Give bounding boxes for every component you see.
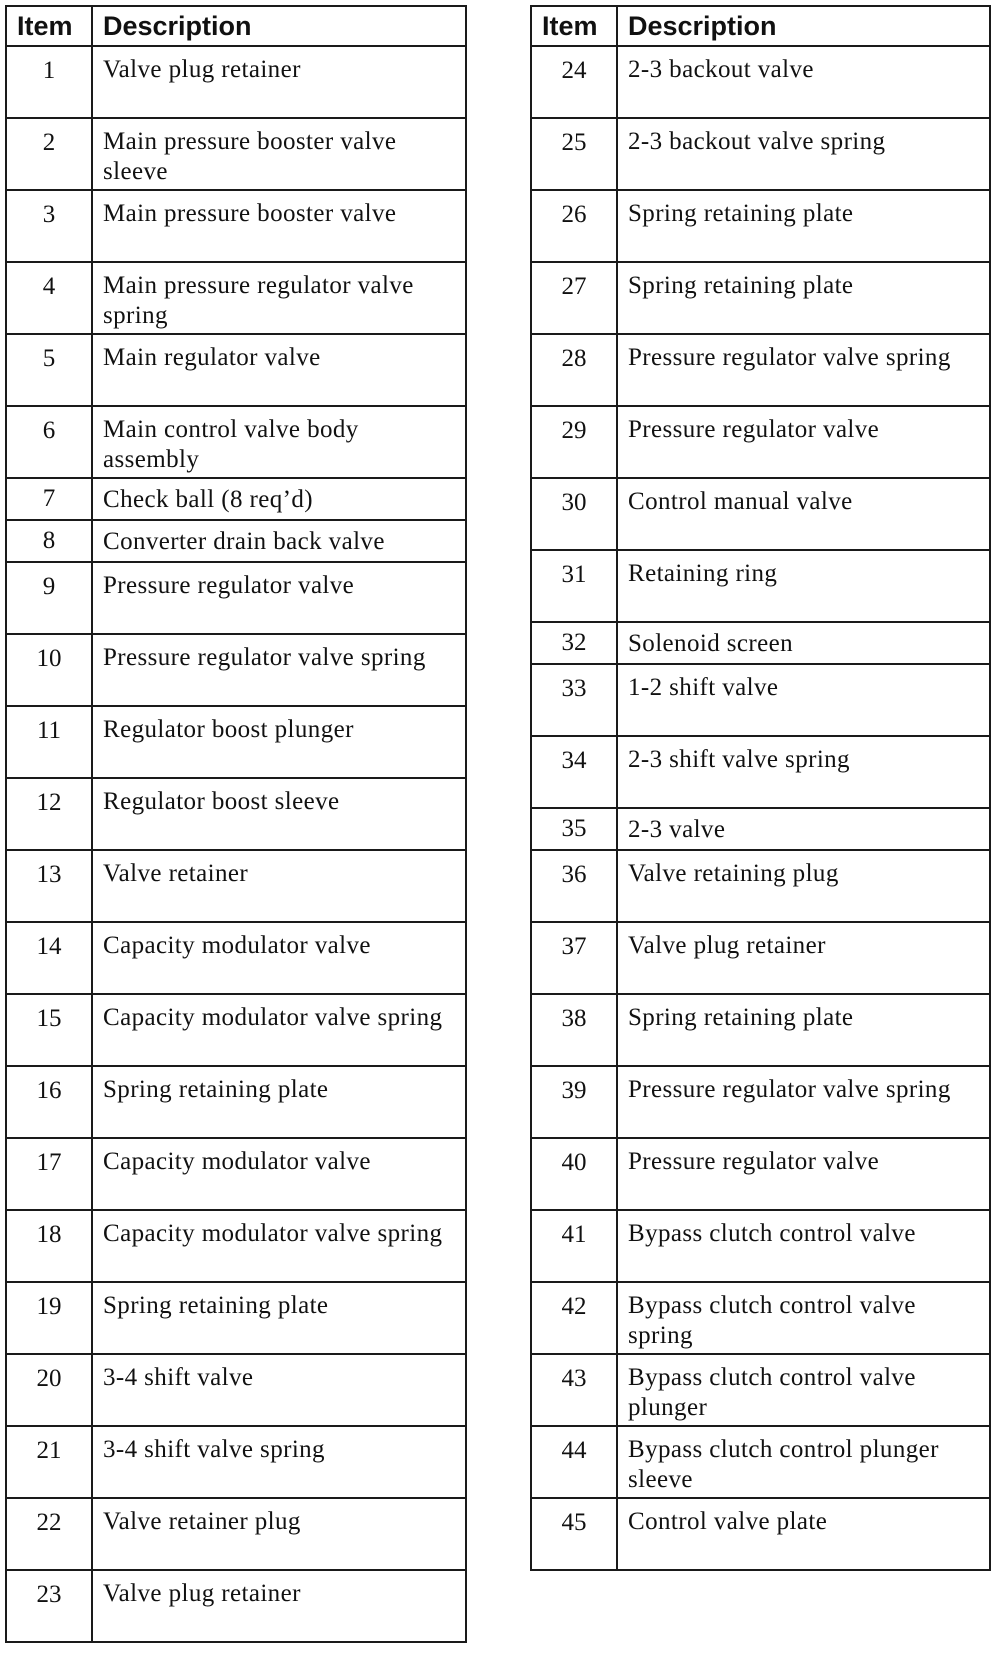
table-row [531, 334, 990, 406]
table-row [6, 922, 466, 994]
item-description: 3-4 shift valve [92, 1354, 466, 1426]
item-number: 30 [531, 478, 617, 550]
item-number: 29 [531, 406, 617, 478]
item-number: 12 [6, 778, 92, 850]
item-number: 43 [531, 1354, 617, 1426]
table-row [531, 262, 990, 334]
item-description: Pressure regulator valve [617, 1138, 990, 1210]
table-row [6, 778, 466, 850]
item-number: 26 [531, 190, 617, 262]
table-row [6, 994, 466, 1066]
item-number: 41 [531, 1210, 617, 1282]
table-row [6, 850, 466, 922]
item-description: 2-3 valve [617, 808, 990, 850]
item-number: 27 [531, 262, 617, 334]
item-number: 2 [6, 118, 92, 190]
table-row [531, 1138, 990, 1210]
table-row [531, 1282, 990, 1354]
table-row [531, 994, 990, 1066]
table-row [6, 706, 466, 778]
item-number: 5 [6, 334, 92, 406]
item-number: 40 [531, 1138, 617, 1210]
table-row [6, 634, 466, 706]
table-row [531, 850, 990, 922]
item-description: Capacity modulator valve [92, 1138, 466, 1210]
item-description: Main pressure booster valve [92, 190, 466, 262]
item-description: Spring retaining plate [617, 262, 990, 334]
item-number: 11 [6, 706, 92, 778]
item-description: Main regulator valve [92, 334, 466, 406]
item-description: Check ball (8 req’d) [92, 478, 466, 520]
table-row [6, 1354, 466, 1426]
item-description: Pressure regulator valve spring [92, 634, 466, 706]
item-number: 45 [531, 1498, 617, 1570]
item-description: Valve retainer plug [92, 1498, 466, 1570]
item-number: 25 [531, 118, 617, 190]
item-number: 34 [531, 736, 617, 808]
item-description: Regulator boost sleeve [92, 778, 466, 850]
table-row [531, 190, 990, 262]
item-description: 2-3 shift valve spring [617, 736, 990, 808]
item-number: 16 [6, 1066, 92, 1138]
table-row [6, 1282, 466, 1354]
header-item: Item [6, 6, 92, 46]
table-row [531, 406, 990, 478]
item-number: 31 [531, 550, 617, 622]
item-number: 13 [6, 850, 92, 922]
item-number: 19 [6, 1282, 92, 1354]
item-description: Pressure regulator valve [92, 562, 466, 634]
item-number: 20 [6, 1354, 92, 1426]
header-row [531, 6, 990, 46]
table-row [6, 478, 466, 520]
parts-table-right [530, 5, 991, 1571]
item-description: Bypass clutch control plunger sleeve [617, 1426, 990, 1498]
item-number: 28 [531, 334, 617, 406]
item-number: 17 [6, 1138, 92, 1210]
table-row [6, 262, 466, 334]
item-description: Control valve plate [617, 1498, 990, 1570]
item-description: Capacity modulator valve spring [92, 1210, 466, 1282]
item-number: 38 [531, 994, 617, 1066]
item-description: Bypass clutch control valve spring [617, 1282, 990, 1354]
item-number: 14 [6, 922, 92, 994]
table-row [531, 1498, 990, 1570]
table-row [531, 550, 990, 622]
table-row [6, 1210, 466, 1282]
item-number: 35 [531, 808, 617, 850]
item-number: 9 [6, 562, 92, 634]
item-number: 18 [6, 1210, 92, 1282]
table-row [6, 334, 466, 406]
table-row [531, 622, 990, 664]
table-row [531, 736, 990, 808]
table-row [6, 562, 466, 634]
item-description: Spring retaining plate [92, 1066, 466, 1138]
parts-table-left [5, 5, 467, 1643]
item-number: 6 [6, 406, 92, 478]
item-description: Control manual valve [617, 478, 990, 550]
item-description: Converter drain back valve [92, 520, 466, 562]
item-description: Valve plug retainer [92, 46, 466, 118]
item-number: 8 [6, 520, 92, 562]
header-description: Description [92, 6, 466, 46]
item-number: 44 [531, 1426, 617, 1498]
table-row [531, 1210, 990, 1282]
item-description: 1-2 shift valve [617, 664, 990, 736]
table-row [531, 664, 990, 736]
item-number: 21 [6, 1426, 92, 1498]
table-row [6, 1066, 466, 1138]
item-number: 23 [6, 1570, 92, 1642]
item-description: 3-4 shift valve spring [92, 1426, 466, 1498]
table-row [531, 478, 990, 550]
item-description: Valve retainer [92, 850, 466, 922]
table-row [531, 808, 990, 850]
item-number: 7 [6, 478, 92, 520]
table-row [531, 1426, 990, 1498]
item-description: Main control valve body assembly [92, 406, 466, 478]
table-row [6, 118, 466, 190]
item-number: 1 [6, 46, 92, 118]
item-number: 3 [6, 190, 92, 262]
item-description: Main pressure regulator valve spring [92, 262, 466, 334]
table-row [6, 46, 466, 118]
item-number: 24 [531, 46, 617, 118]
table-row [6, 406, 466, 478]
table-row [531, 1066, 990, 1138]
header-row [6, 6, 466, 46]
table-row [6, 1426, 466, 1498]
item-number: 22 [6, 1498, 92, 1570]
item-number: 10 [6, 634, 92, 706]
item-description: Bypass clutch control valve plunger [617, 1354, 990, 1426]
item-description: Main pressure booster valve sleeve [92, 118, 466, 190]
item-description: 2-3 backout valve spring [617, 118, 990, 190]
table-row [531, 46, 990, 118]
item-description: Capacity modulator valve [92, 922, 466, 994]
table-row [6, 190, 466, 262]
item-description: Spring retaining plate [617, 190, 990, 262]
item-number: 39 [531, 1066, 617, 1138]
header-description: Description [617, 6, 990, 46]
table-row [6, 1570, 466, 1642]
item-number: 37 [531, 922, 617, 994]
table-row [6, 520, 466, 562]
item-description: Bypass clutch control valve [617, 1210, 990, 1282]
item-description: Pressure regulator valve spring [617, 1066, 990, 1138]
item-description: 2-3 backout valve [617, 46, 990, 118]
item-number: 32 [531, 622, 617, 664]
item-description: Spring retaining plate [92, 1282, 466, 1354]
table-row [6, 1138, 466, 1210]
item-description: Valve plug retainer [617, 922, 990, 994]
table-row [6, 1498, 466, 1570]
item-description: Solenoid screen [617, 622, 990, 664]
table-row [531, 118, 990, 190]
item-number: 4 [6, 262, 92, 334]
table-row [531, 922, 990, 994]
table-row [531, 1354, 990, 1426]
item-description: Pressure regulator valve [617, 406, 990, 478]
item-description: Capacity modulator valve spring [92, 994, 466, 1066]
item-number: 15 [6, 994, 92, 1066]
item-description: Valve retaining plug [617, 850, 990, 922]
header-item: Item [531, 6, 617, 46]
item-description: Pressure regulator valve spring [617, 334, 990, 406]
item-number: 33 [531, 664, 617, 736]
item-description: Regulator boost plunger [92, 706, 466, 778]
item-number: 36 [531, 850, 617, 922]
item-description: Retaining ring [617, 550, 990, 622]
item-description: Valve plug retainer [92, 1570, 466, 1642]
item-description: Spring retaining plate [617, 994, 990, 1066]
item-number: 42 [531, 1282, 617, 1354]
